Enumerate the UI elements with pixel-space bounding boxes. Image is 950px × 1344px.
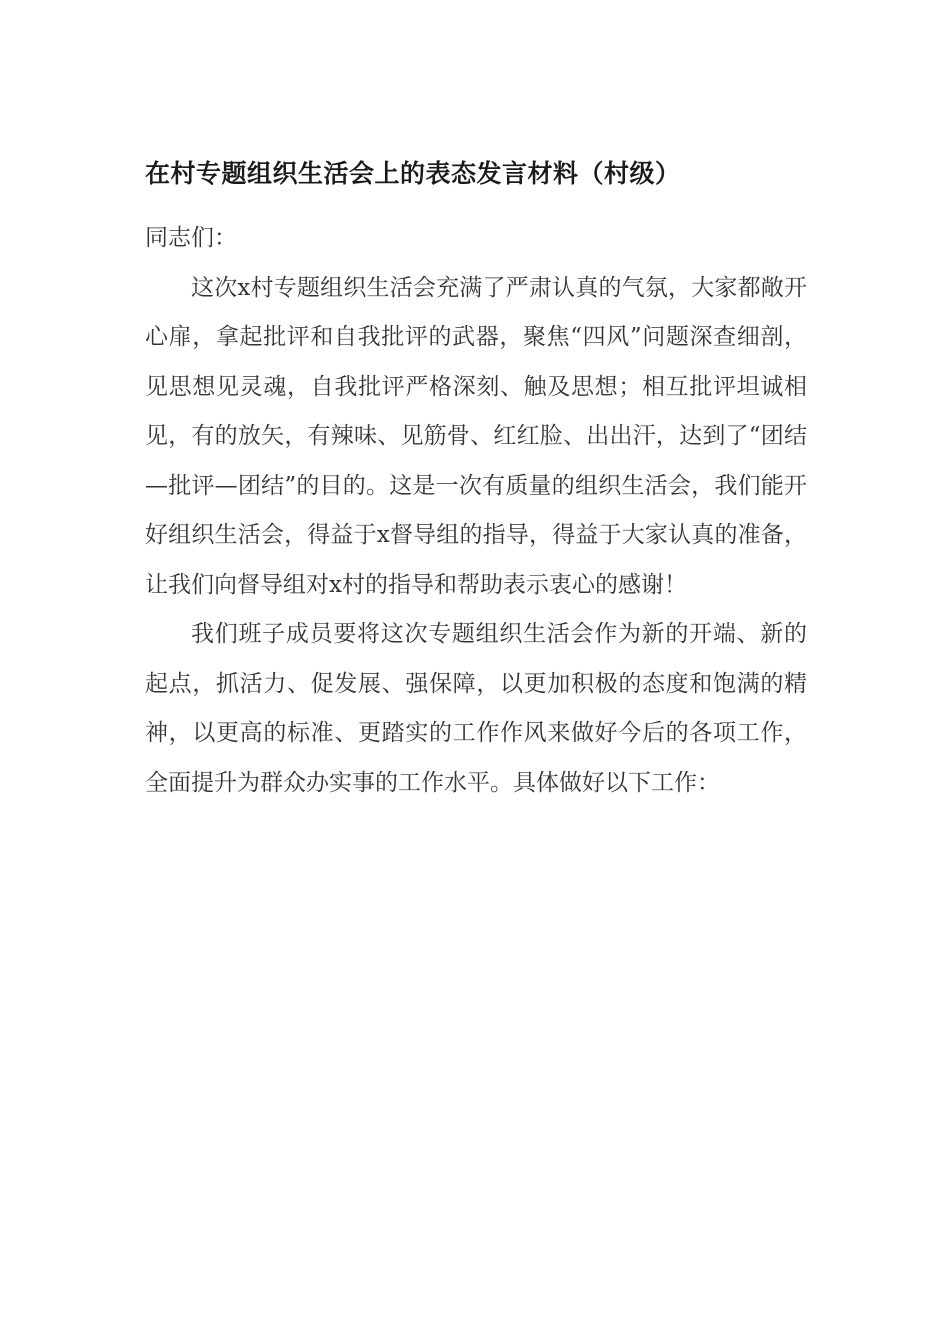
document-body xyxy=(145,214,807,808)
paragraph-1: 这次x村专题组织生活会充满了严肃认真的气氛，大家都敞开心扉，拿起批评和自我批评的武器，聚焦“四风”问题深查细剖，见思想见灵魂，自我批评严格深刻、触及思想；相互批评坦诚相见，有的放矢，有辣味、见筋骨、红红脸、出出汗，达到了“团结—批评—团结”的目的。这是一次有质量的组织生活会，我们能开好组织生活会，得益于x督导组的指导，得益于大家认真的准备，让我们向督导组对x村的指导和帮助表示衷心的感谢！ xyxy=(145,274,807,598)
document-title: 在村专题组织生活会上的表态发言材料（村级） xyxy=(145,159,681,188)
greeting: 同志们： xyxy=(145,225,237,251)
paragraph-2: 我们班子成员要将这次专题组织生活会作为新的开端、新的起点，抓活力、促发展、强保障，以更加积极的态度和饱满的精神，以更高的标准、更踏实的工作作风来做好今后的各项工作，全面提升为群众办实事的工作水平。具体做好以下工作： xyxy=(145,621,807,796)
